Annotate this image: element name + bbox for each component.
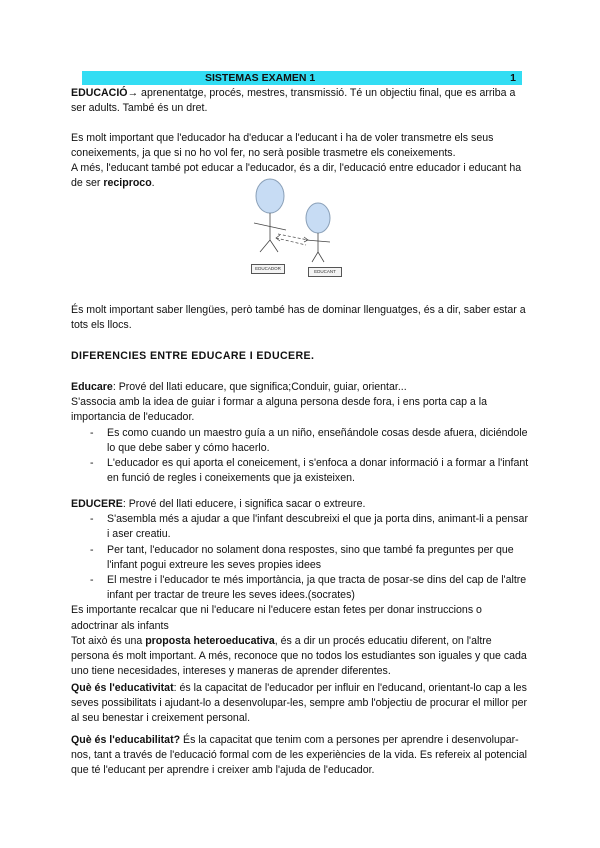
educant-head <box>306 203 330 233</box>
document-title: SISTEMAS EXAMEN 1 <box>205 72 316 84</box>
header-bar <box>82 71 522 85</box>
educare-section <box>71 380 531 486</box>
paragraph-2-end: . <box>151 177 155 190</box>
list-item: - S'asembla més a ajudar a que l'infant descubreixi el que ja porta dins, animant-li a pensar i aser creatiu. <box>71 512 531 542</box>
paragraph-1 <box>71 131 531 161</box>
educare-description: S'associa amb la idea de guiar i formar a alguna persona desde fora, i ens porta cap a la importancia de l'educador. <box>71 396 488 424</box>
list-item: - Per tant, l'educador no solament dona respostes, sino que també fa preguntes per que l'infant pogui extreure les seves propies idees <box>71 543 531 573</box>
page-number: 1 <box>510 72 516 84</box>
educare-term: Educare <box>71 381 113 393</box>
educacio-term: EDUCACIÓ <box>71 87 128 99</box>
paragraph-3 <box>71 303 531 333</box>
arrow-symbol: → <box>127 87 139 99</box>
intro-text: aprenentatge, procés, mestres, transmissió. Té un objectiu final, que es arriba a ser adults. També és un dret. <box>71 87 516 115</box>
paragraph-2-text: A més, l'educant també pot educar a l'educador, és a dir, l'educació entre educador i educant ha de ser <box>71 162 522 190</box>
educere-bullet-list <box>71 512 531 603</box>
educator-leg-left <box>260 240 270 252</box>
educere-term: EDUCERE <box>71 498 123 510</box>
educativitat-paragraph <box>71 681 531 727</box>
list-item: - El mestre i l'educador te més importància, ja que tracta de posar-se dins del cap de l'altre infant per tractar de treure les seves idees.(socrates) <box>71 573 531 603</box>
educator-leg-right <box>270 240 278 252</box>
heteroeducativa-term: proposta heteroeducativa <box>145 634 275 647</box>
educativitat-term: Què és l'educativitat <box>71 682 174 694</box>
educabilitat-text: És la capacitat que tenim com a persones per aprendre i desenvolupar-nos, tant a través de l'educació formal com de les experiències de la vida. Es refereix al potencial que té l'educant per aprendre i creixer amb l'ajuda de l'educador. <box>71 734 528 777</box>
intro-paragraph <box>71 86 531 116</box>
heteroeducativa-text: , és a dir un procés educatiu diferent, on l'altre persona és molt important. A més, reconoce que no todos los estudiantes son iguales y que cada uno tiene necesidades, intereses y maneras de aprender diferentes. <box>71 634 527 678</box>
educant-leg-left <box>312 252 318 262</box>
paragraph-3-text: És molt important saber llengües, però també has de dominar llenguatges, és a dir, saber estar a tots els llocs. <box>71 304 526 332</box>
educant-label: EDUCANT <box>308 267 342 277</box>
stick-figures-illustration <box>232 178 352 278</box>
educativitat-text: : és la capacitat de l'educador per influir en l'educand, orientant-lo cap a les seves possibilitats i ajudant-lo a desenvolupar-les, sempre amb l'objectiu de procurar el millor per al seu benestar i creixement personal. <box>71 682 528 725</box>
recalcar-text: Es importante recalcar que ni l'educare ni l'educere estan fetes per donar instruccions o adoctrinar als infants <box>71 604 482 632</box>
educabilitat-term: Què és l'educabilitat? <box>71 734 181 746</box>
reciproco-term: reciproco <box>103 177 152 190</box>
exchange-arrow-top <box>278 234 308 240</box>
educator-head <box>256 179 284 213</box>
list-item: - L'educador es qui aporta el coneicement, i s'enfoca a donar informació i a formar a l'infant en funció de regles i coneixements que ja existeixen. <box>71 456 531 486</box>
section-heading <box>71 349 531 364</box>
exchange-arrow-bottom <box>276 238 306 245</box>
educere-definition: : Prové del llati educere, i significa sacar o extreure. <box>122 498 366 510</box>
section-title: DIFERENCIES ENTRE EDUCARE I EDUCERE. <box>71 350 315 362</box>
educere-section <box>71 497 531 679</box>
educant-leg-right <box>318 252 324 262</box>
educabilitat-paragraph <box>71 733 531 779</box>
educator-educant-figure <box>232 178 352 278</box>
heteroeducativa-intro: Tot això és una <box>71 634 146 647</box>
paragraph-1-text: Es molt important que l'educador ha d'educar a l'educant i ha de voler transmetre els seus coneixements, ja que si no ho vol fer, no serà posible trasmetre els coneixements. <box>71 132 494 160</box>
educador-label: EDUCADOR <box>251 264 285 274</box>
educare-definition: : Prové del llati educare, que significa;Conduir, guiar, orientar... <box>112 381 407 393</box>
educare-bullet-list <box>71 426 531 487</box>
list-item: - Es como cuando un maestro guía a un niño, enseñándole cosas desde afuera, diciéndole lo que debe saber y cómo hacerlo. <box>71 426 531 456</box>
